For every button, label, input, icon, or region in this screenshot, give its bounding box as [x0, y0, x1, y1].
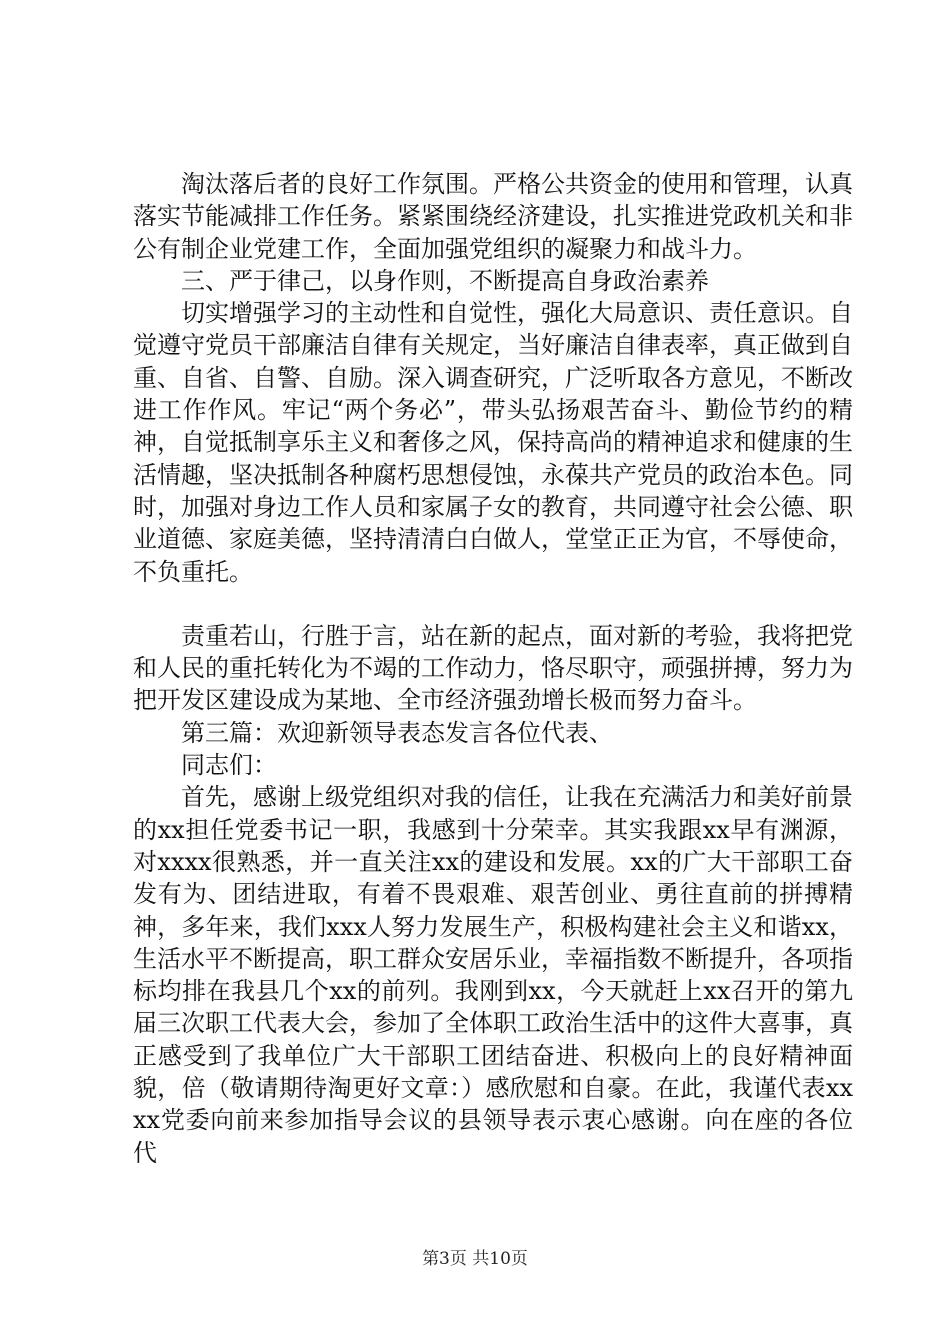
paragraph: 淘汰落后者的良好工作氛围。严格公共资金的使用和管理，认真落实节能减排工作任务。紧紧围绕经济建设，扎实推进党政机关和非公有制企业党建工作，全面加强党组织的凝聚力和战斗力。 — [133, 170, 853, 263]
page-number-footer: 第3页 共10页 — [422, 1249, 528, 1269]
salutation: 同志们： — [181, 751, 277, 780]
document-body — [133, 168, 853, 1169]
paragraph: 切实增强学习的主动性和自觉性，强化大局意识、责任意识。自觉遵守党员干部廉洁自律有关规定，当好廉洁自律表率，真正做到自重、自省、自警、自励。深入调查研究，广泛听取各方意见，不断改进工作作风。牢记“两个务必”，带头弘扬艰苦奋斗、勤俭节约的精神，自觉抵制享乐主义和奢侈之风，保持高尚的精神追求和健康的生活情趣，坚决抵制各种腐朽思想侵蚀，永葆共产党员的政治本色。同时，加强对身边工作人员和家属子女的教育，共同遵守社会公德、职业道德、家庭美德，坚持清清白白做人，堂堂正正为官，不辱使命，不负重托。 — [133, 299, 853, 586]
section-heading: 三、严于律己，以身作则，不断提高自身政治素养 — [181, 266, 709, 295]
article-title: 第三篇：欢迎新领导表态发言各位代表、 — [181, 718, 613, 747]
paragraph-spacer — [133, 588, 853, 620]
paragraph: 责重若山，行胜于言，站在新的起点，面对新的考验，我将把党和人民的重托转化为不竭的工作动力，恪尽职守，顽强拼搏，努力为把开发区建设成为某地、全市经济强劲增长极而努力奋斗。 — [133, 621, 853, 715]
paragraph: 首先，感谢上级党组织对我的信任，让我在充满活力和美好前景的xx担任党委书记一职，我感到十分荣幸。其实我跟xx早有渊源，对xxxx很熟悉，并一直关注xx的建设和发展。xx的广大干部职工奋发有为、团结进取，有着不畏艰难、艰苦创业、勇往直前的拼搏精神，多年来，我们xxx人努力发展生产，积极构建社会主义和谐xx，生活水平不断提高，职工群众安居乐业，幸福指数不断提升，各项指标均排在我县几个xx的前列。我刚到xx，今天就赶上xx召开的第九届三次职工代表大会，参加了全体职工政治生活中的这件大喜事，真正感受到了我单位广大干部职工团结奋进、积极向上的良好精神面貌，倍（敬请期待淘更好文章：）感欣慰和自豪。在此，我谨代表xxxx党委向前来参加指导会议的县领导表示衷心感谢。向在座的各位代 — [133, 783, 853, 1167]
